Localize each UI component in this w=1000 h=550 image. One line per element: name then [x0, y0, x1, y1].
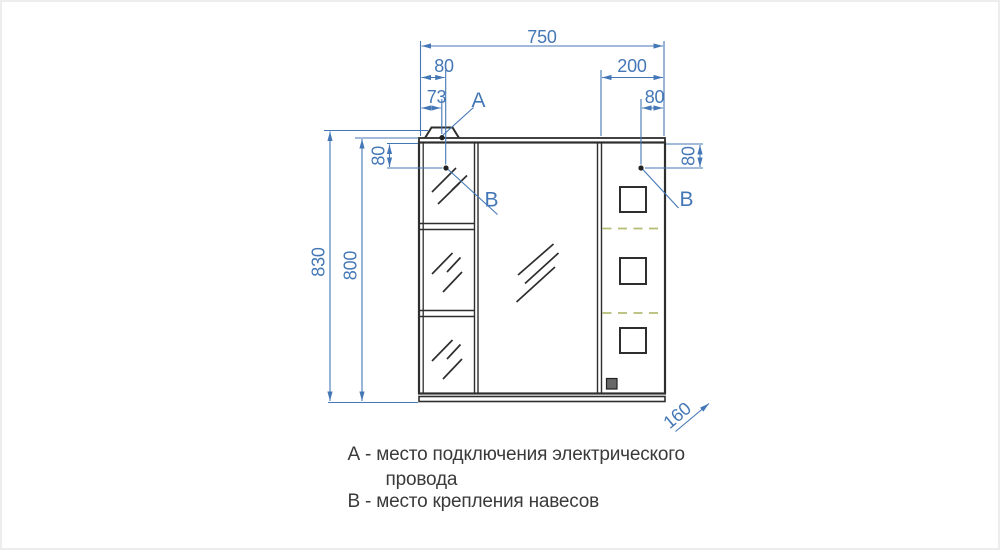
glint-line	[432, 253, 453, 274]
glint-line	[447, 258, 461, 273]
dim-left-hinge-drop	[369, 145, 390, 168]
cabinet-drawing	[419, 128, 665, 402]
legend	[348, 444, 685, 512]
open-niche-3	[620, 328, 646, 353]
dim-wire-point-offset	[422, 87, 447, 108]
dim-body-height	[341, 139, 363, 401]
legend-line-1: А - место подключения электрического	[347, 444, 685, 465]
dim-left-hinge-offset	[422, 56, 454, 78]
legend-line-3: В - место крепления навесов	[347, 491, 600, 512]
dimension-value: 800	[340, 250, 361, 281]
glint-line	[438, 183, 460, 204]
glint-line	[518, 244, 554, 275]
callout-a	[439, 89, 485, 140]
leader-line	[442, 108, 474, 137]
callout-label-a: А	[471, 89, 486, 112]
hinge-point-dot	[638, 165, 643, 170]
dimension-value: 73	[426, 87, 447, 107]
dimension-value: 750	[527, 27, 557, 47]
dim-total-height	[309, 132, 331, 402]
dim-right-hinge-offset	[642, 87, 664, 108]
cabinet-bottom-strip	[419, 397, 665, 402]
hinge-point-dot	[443, 165, 448, 170]
dim-right-section-width	[602, 56, 663, 78]
glint-line	[443, 272, 462, 292]
open-niche-1	[620, 187, 646, 212]
dim-depth	[659, 398, 709, 432]
mirror-glint-door-2	[432, 253, 462, 292]
glint-line	[432, 340, 453, 361]
dimension-value: 80	[434, 56, 454, 76]
legend-line-2: провода	[385, 469, 458, 490]
dimension-value: 830	[308, 247, 329, 277]
callout-label-b: В	[484, 188, 499, 212]
callout-label-b: В	[679, 188, 694, 211]
dim-total-width	[422, 27, 664, 47]
dimension-value: 80	[644, 87, 665, 107]
glint-line	[447, 345, 461, 360]
dimension-value: 200	[617, 56, 647, 76]
switch-square	[607, 379, 618, 390]
dimension-value: 160	[659, 398, 695, 433]
dimension-value: 80	[368, 145, 389, 166]
dimension-value: 80	[678, 146, 699, 166]
mirror-glint-door-3	[432, 340, 462, 379]
mirror-glint-door-1	[432, 168, 467, 204]
glint-line	[443, 359, 462, 379]
glint-line	[432, 168, 456, 192]
wire-point-dot	[439, 135, 444, 140]
open-niche-2	[620, 258, 646, 284]
mirror-glint-center	[517, 244, 559, 302]
dim-right-hinge-drop	[679, 145, 701, 167]
